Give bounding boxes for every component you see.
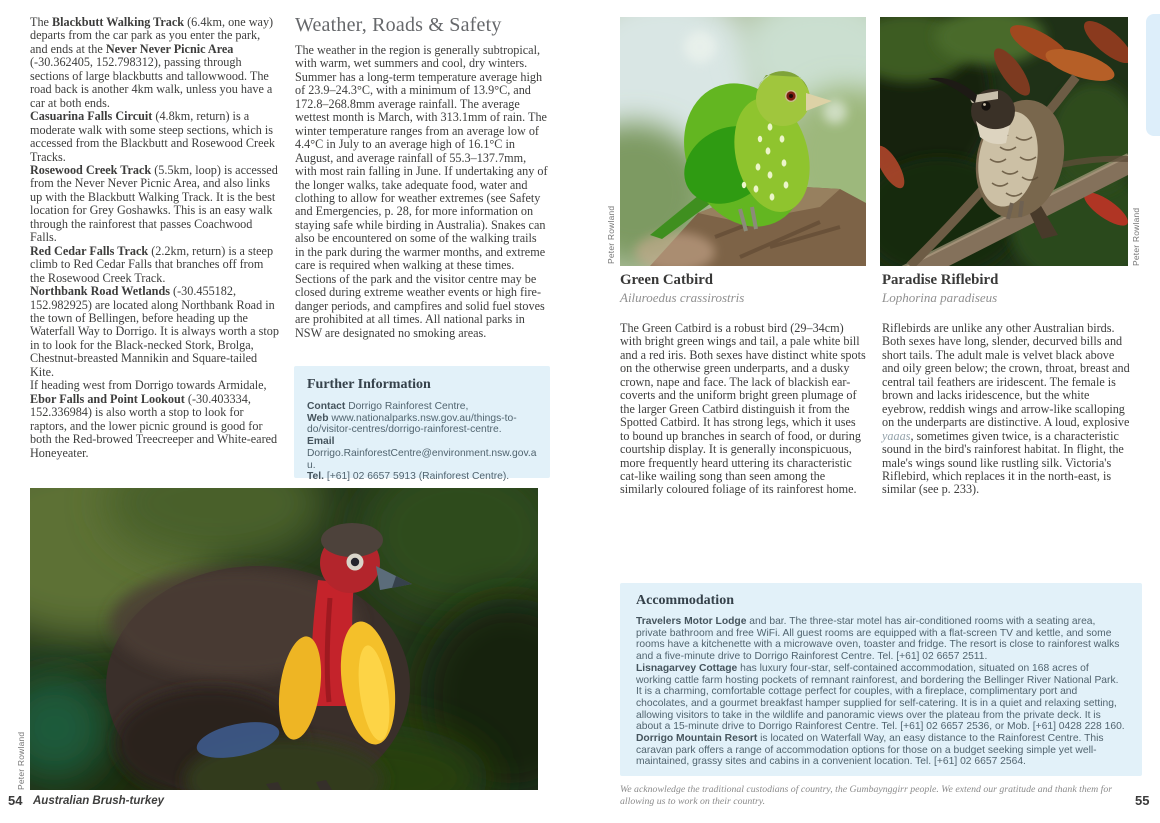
green-catbird-illustration <box>620 17 866 266</box>
accommodation-box <box>620 583 1142 776</box>
right-page <box>580 0 1160 823</box>
accommodation-heading: Accommodation <box>636 593 734 608</box>
acknowledgment-footnote: We acknowledge the traditional custodians of country, the Gumbaynggirr people. We extend our gratitude and thank them for allowing us to work on their country. <box>620 784 1113 808</box>
tracks-text-column: The Blackbutt Walking Track (6.4km, one way) departs from the car park as you enter the park, and ends at the Never Never Picnic Area (-30.362405, 152.798312), passing through sections of large blackbutts and tallowwood. The road back is another 4km walk, unless you have a car at both ends. Casuarina Falls Circuit (4.8km, return) is a moderate walk with some steep sections, which is accessed from the Blackbutt and Rosewood Creek Tracks. Rosewood Creek Track (5.5km, loop) is accessed from the Never Never Picnic Area, and also links up with the Blackbutt Walking Track. It is the best location for Grey Goshawks. This is an easy walk through the rainforest that passes Coachwood Falls. Red Cedar Falls Track (2.2km, return) is a steep climb to Red Cedar Falls that branches off from the Rosewood Creek Track. Northbank Road Wetlands (-30.455182, 152.982925) are located along Northbank Road in the town of Bellingen, before heading up the Waterfall Way to Dorrigo. It is always worth a stop in to look for the Black-necked Stork, Brolga, Chestnut-breasted Mannikin and Square-tailed Kite. If heading west from Dorrigo towards Armidale, Ebor Falls and Point Lookout (-30.403334, 152.336984) is also worth a stop to look for raptors, and the lower picnic ground is good for both the Red-browed Treecreeper and White-eared Honeyeater. <box>30 15 279 460</box>
page-number-left: 54 <box>8 793 23 808</box>
paradise-riflebird-body: Riflebirds are unlike any other Australian birds. Both sexes have long, slender, decurved bills and short tails. The adult male is velvet black above and oily green below; the crown, throat, breast and central tail feathers are iridescent. The female is brown and lacks iridescence, but the white eyebrow, reddish wings and arrow-like scalloping on the underparts are distinctive. A loud, explosive yaaas, sometimes given twice, is a characteristic sound in the bird's rainforest habitat. In flight, the male's wings sound like rustling silk. Victoria's Riflebird, which replaces it in the north-east, is similar (see p. 233). <box>882 321 1130 497</box>
paradise-riflebird-scientific-name: Lophorina paradiseus <box>882 290 998 305</box>
green-catbird-name: Green Catbird <box>620 272 714 288</box>
green-catbird-body: The Green Catbird is a robust bird (29–34cm) with bright green wings and tail, a pale white bill and a red iris. Both sexes have distinct white spots on the otherwise green underparts, and a dusky crown, nape and face. The lack of blackish ear-coverts and the uniform bright green plumage of the larger Green Catbird distinguish it from the Spotted Catbird. It has strong legs, which it uses to bound up branches in search of food, or during courtship display. It is generally inconspicuous, more frequently heard uttering its characteristic cat-like wailing song than seen among the similarly coloured foliage of its rainforest home. <box>620 321 866 497</box>
photo-credit: Peter Rowland <box>606 205 616 264</box>
brush-turkey-photo <box>30 488 538 790</box>
brush-turkey-illustration <box>30 488 538 790</box>
paradise-riflebird-photo <box>880 17 1128 266</box>
page-edge-tab <box>1146 14 1160 136</box>
weather-body: The weather in the region is generally subtropical, with warm, wet summers and cool, dry winters. Summer has a long-term temperature average high of 23.9–24.3°C, with a minimum of 13.9°C, and 172.8–268.8mm average rainfall. The average wettest month is March, with 313.1mm of rain. The winter temperature ranges from an average low of 4.4°C in July to an average high of 16.1°C in August, and average rainfall of 55.3–137.7mm, with most rain falling in June. If undertaking any of the longer walks, take adequate food, water and clothing to allow for weather extremes (see Safety and Emergencies, p. 28, for more information on staying safe while birding in Australia). Snakes can also be encountered on some of the walking trails in the park during the warmer months, and extreme care is required when walking at these times. Sections of the park and the visitor centre may be closed during extreme weather events or high fire-danger periods, and campfires and solid fuel stoves are prohibited at all times. All national parks in NSW are designated no smoking areas. <box>295 43 548 340</box>
photo-credit: Peter Rowland <box>1131 207 1141 266</box>
green-catbird-scientific-name: Ailuroedus crassirostris <box>620 290 745 305</box>
further-information-body: Contact Dorrigo Rainforest Centre, Web www.nationalparks.nsw.gov.au/things-to-do/visitor-centres/dorrigo-rainforest-centre. Email Dorrigo.RainforestCentre@environment.nsw.gov.au. Tel. [+61] 02 6657 5913 (Rainforest Centre). <box>307 401 537 483</box>
photo-caption: Australian Brush-turkey <box>33 795 165 807</box>
accommodation-body: Travelers Motor Lodge and bar. The three-star motel has air-conditioned rooms with a seating area, private bathroom and free WiFi. All guest rooms are equipped with a flat-screen TV and kettle, and some rooms have a kitchenette with a microwave oven, toaster and fridge. The resort is close to rainforest walks and a five-minute drive to Dorrigo Rainforest Centre. Tel. [+61] 02 6657 2511. Lisnagarvey Cottage has luxury four-star, self-contained accommodation, situated on 168 acres of working cattle farm hosting pockets of remnant rainforest, and bordering the Bellinger River National Park. It is a charming, comfortable cottage perfect for couples, with a fireplace, complimentary port and chocolates, and a gourmet breakfast hamper supplied for self-catering. It is in a quiet and relaxing setting, allowing visitors to take in the wildlife and panoramic views over the plateau from the private deck. It is about a 15-minute drive to Dorrigo Rainforest Centre. Tel. [+61] 02 6657 2536, or Mob. [+61] 0428 228 160. Dorrigo Mountain Resort is located on Waterfall Way, an easy distance to the Rainforest Centre. This caravan park offers a range of accommodation options for those on a budget seeking simple yet well-maintained, grassy sites and cabins in a convenient location. Tel. [+61] 02 6657 2564. <box>636 616 1125 768</box>
further-information-heading: Further Information <box>307 377 431 392</box>
photo-credit: Peter Rowland <box>16 731 26 790</box>
paradise-riflebird-section <box>882 272 1134 497</box>
paradise-riflebird-illustration <box>880 17 1128 266</box>
weather-section <box>295 14 549 340</box>
green-catbird-photo <box>620 17 866 266</box>
weather-heading: Weather, Roads & Safety <box>295 14 502 36</box>
page-number-right: 55 <box>1135 793 1150 808</box>
paradise-riflebird-name: Paradise Riflebird <box>882 272 999 288</box>
green-catbird-section <box>620 272 868 497</box>
further-information-box <box>294 366 550 483</box>
